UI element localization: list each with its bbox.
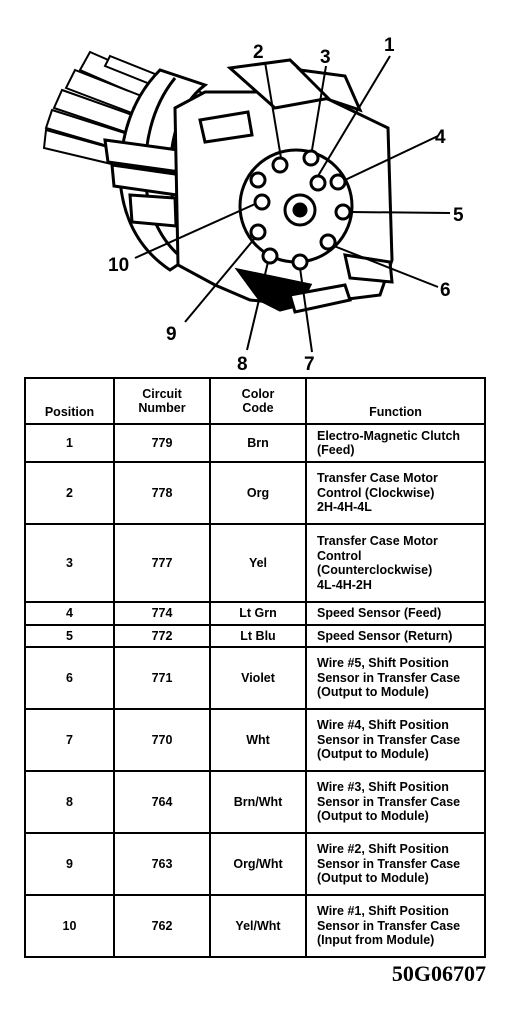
cell-color-code: Lt Grn [210,602,306,625]
cell-color-code: Yel [210,524,306,602]
pin-socket-10 [255,195,269,209]
cell-function: Speed Sensor (Feed) [306,602,485,625]
pin-socket-1 [311,176,325,190]
header-function: Function [306,378,485,424]
cell-color-code: Violet [210,647,306,709]
pin-socket-3 [304,151,318,165]
pin-socket-2 [273,158,287,172]
pin-socket-6 [321,235,335,249]
table-row [25,625,485,648]
cell-color-code: Brn/Wht [210,771,306,833]
part-number: 50G06707 [391,961,486,986]
cell-position: 3 [25,524,114,602]
cell-function: Wire #5, Shift Position Sensor in Transfer Case (Output to Module) [306,647,485,709]
cell-color-code: Lt Blu [210,625,306,648]
cell-position: 4 [25,602,114,625]
table-row [25,424,485,462]
pin-label-2: 2 [253,42,264,63]
table-row [25,895,485,957]
cell-function: Wire #4, Shift Position Sensor in Transfer Case (Output to Module) [306,709,485,771]
cell-circuit-number: 762 [114,895,210,957]
cell-color-code: Wht [210,709,306,771]
cell-circuit-number: 774 [114,602,210,625]
connector-diagram [0,0,506,375]
cell-function: Wire #1, Shift Position Sensor in Transfer Case (Input from Module) [306,895,485,957]
cell-function: Speed Sensor (Return) [306,625,485,648]
pin-socket-5 [336,205,350,219]
cell-color-code: Org [210,462,306,524]
cell-circuit-number: 771 [114,647,210,709]
pinout-table-container [24,377,484,958]
table-row [25,833,485,895]
cell-function: Wire #3, Shift Position Sensor in Transfer Case (Output to Module) [306,771,485,833]
table-row [25,647,485,709]
cell-circuit-number: 777 [114,524,210,602]
cell-function: Transfer Case Motor Control (Counterclockwise) 4L-4H-2H [306,524,485,602]
cell-position: 6 [25,647,114,709]
table-row [25,462,485,524]
pin-label-10: 10 [108,255,130,276]
cell-position: 10 [25,895,114,957]
cell-position: 2 [25,462,114,524]
pin-label-7: 7 [304,354,315,375]
cell-position: 5 [25,625,114,648]
table-row [25,524,485,602]
pin-label-3: 3 [320,47,331,68]
pin-socket-9 [251,225,265,239]
cell-function: Electro-Magnetic Clutch (Feed) [306,424,485,462]
header-position: Position [25,378,114,424]
cell-circuit-number: 779 [114,424,210,462]
cell-color-code: Brn [210,424,306,462]
table-row [25,602,485,625]
table-row [25,709,485,771]
latch-tabs [105,140,184,226]
cell-position: 8 [25,771,114,833]
cell-function: Transfer Case Motor Control (Clockwise) 2H-4H-4L [306,462,485,524]
cell-color-code: Org/Wht [210,833,306,895]
cell-position: 9 [25,833,114,895]
pin-label-5: 5 [453,205,464,226]
cell-position: 1 [25,424,114,462]
cell-circuit-number: 772 [114,625,210,648]
cell-circuit-number: 770 [114,709,210,771]
table-row [25,771,485,833]
table-header-row [25,378,485,424]
cell-position: 7 [25,709,114,771]
cell-function: Wire #2, Shift Position Sensor in Transfer Case (Output to Module) [306,833,485,895]
pinout-table [24,377,486,958]
pin-socket-8 [263,249,277,263]
header-circuit-number: Circuit Number [114,378,210,424]
pin-socket-7 [293,255,307,269]
header-color-code: Color Code [210,378,306,424]
pin-label-6: 6 [440,280,451,301]
pin-label-4: 4 [435,127,446,148]
pin-label-8: 8 [237,354,248,375]
cell-circuit-number: 778 [114,462,210,524]
cell-circuit-number: 763 [114,833,210,895]
cell-circuit-number: 764 [114,771,210,833]
pin-label-9: 9 [166,324,177,345]
pin-label-1: 1 [384,35,395,56]
pin-socket-4 [331,175,345,189]
cell-color-code: Yel/Wht [210,895,306,957]
